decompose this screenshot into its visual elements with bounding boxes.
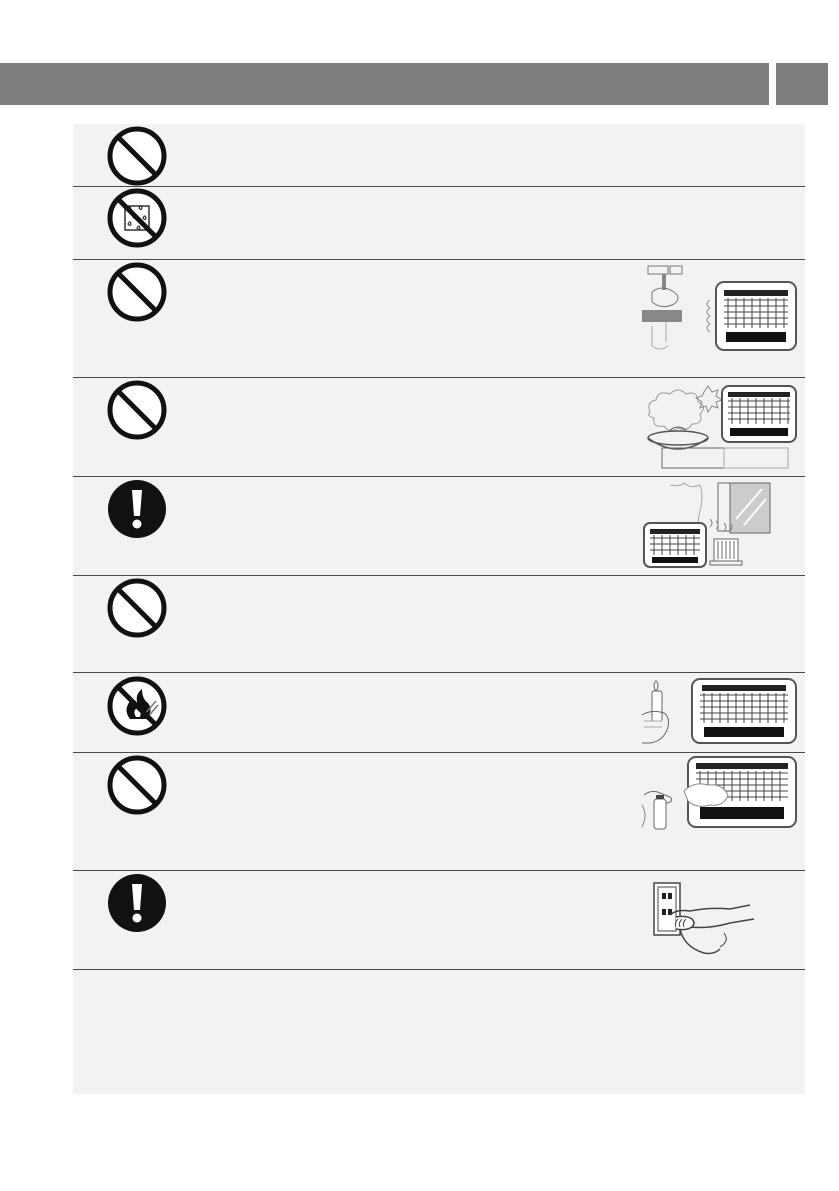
section-header-bar [0,63,769,105]
warning-row [73,673,805,753]
warning-row [73,871,805,970]
safety-warnings-panel [73,124,805,1094]
spray-can-heater-illustration [640,755,800,835]
warning-row [73,378,805,477]
faucet-water-heater-illustration [640,264,800,356]
warning-row [73,260,805,378]
prohibition-icon [106,261,168,323]
prohibition-icon [106,125,168,187]
notes-area [73,970,805,1094]
page-number-tab [776,63,828,105]
mandatory-icon [106,872,168,934]
prohibition-icon [106,754,168,816]
warning-row [73,124,805,187]
warning-row [73,576,805,673]
warning-row [73,187,805,260]
plug-outlet-illustration [640,877,760,961]
mandatory-icon [106,478,168,540]
warning-row [73,477,805,576]
prohibition-icon [106,379,168,441]
lighter-heater-illustration [640,675,800,747]
no-fire-icon [106,675,168,737]
prohibition-icon [106,577,168,639]
warning-row [73,753,805,871]
no-wet-icon [106,187,168,249]
cooking-steam-heater-illustration [644,382,800,474]
curtain-window-heater-illustration [640,479,800,573]
